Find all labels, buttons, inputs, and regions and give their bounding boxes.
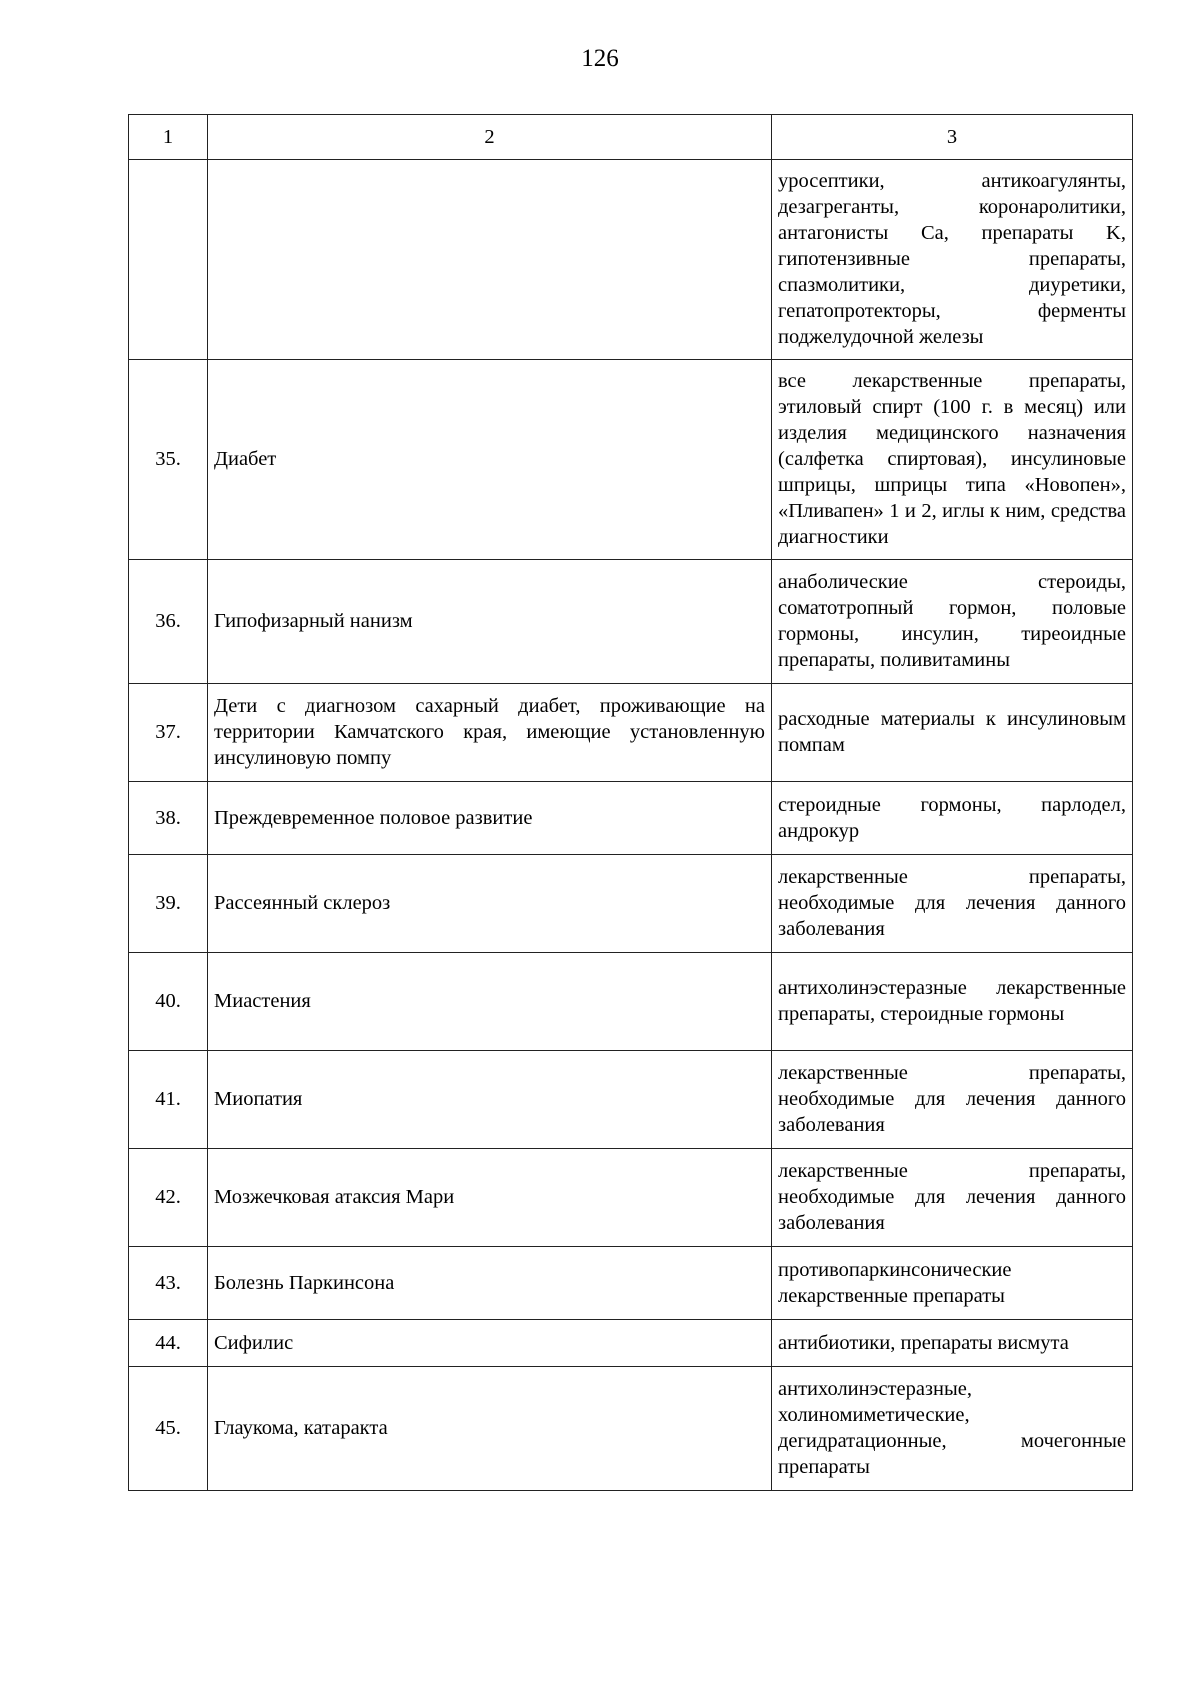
table-row xyxy=(129,855,1133,953)
row-number: 35. xyxy=(129,360,208,560)
table-row xyxy=(129,1149,1133,1247)
column-header-3: 3 xyxy=(772,115,1133,160)
drug-list: все лекарственные препараты, этиловый спирт (100 г. в месяц) или изделия медицинского назначения (салфетка спиртовая), инсулиновые шприцы, шприцы типа «Новопен», «Пливапен» 1 и 2, иглы к ним, средства диагностики xyxy=(772,360,1133,560)
disease-name: Сифилис xyxy=(208,1320,772,1367)
disease-name: Преждевременное половое развитие xyxy=(208,782,772,855)
disease-name xyxy=(208,160,772,360)
drug-list: лекарственные препараты, необходимые для лечения данного заболевания xyxy=(772,1149,1133,1247)
disease-name: Гипофизарный нанизм xyxy=(208,560,772,684)
table-row xyxy=(129,1051,1133,1149)
row-number: 45. xyxy=(129,1367,208,1491)
drug-list: антибиотики, препараты висмута xyxy=(772,1320,1133,1367)
table-row xyxy=(129,1247,1133,1320)
row-number: 38. xyxy=(129,782,208,855)
page-number: 126 xyxy=(581,45,619,72)
table-header-row xyxy=(129,115,1133,160)
disease-name: Глаукома, катаракта xyxy=(208,1367,772,1491)
row-number: 44. xyxy=(129,1320,208,1367)
table-row xyxy=(129,1367,1133,1491)
disease-name: Рассеянный склероз xyxy=(208,855,772,953)
row-number: 42. xyxy=(129,1149,208,1247)
row-number: 39. xyxy=(129,855,208,953)
column-header-1: 1 xyxy=(129,115,208,160)
drug-list: лекарственные препараты, необходимые для лечения данного заболевания xyxy=(772,855,1133,953)
table-row xyxy=(129,953,1133,1051)
drug-list: расходные материалы к инсулиновым помпам xyxy=(772,684,1133,782)
table-row xyxy=(129,782,1133,855)
drug-list: антихолинэстеразные, холиномиметические, дегидратационные, мочегонные препараты xyxy=(772,1367,1133,1491)
disease-name: Мозжечковая атаксия Мари xyxy=(208,1149,772,1247)
disease-name: Дети с диагнозом сахарный диабет, проживающие на территории Камчатского края, имеющие установленную инсулиновую помпу xyxy=(208,684,772,782)
table-row xyxy=(129,1320,1133,1367)
disease-name: Болезнь Паркинсона xyxy=(208,1247,772,1320)
disease-name: Миопатия xyxy=(208,1051,772,1149)
row-number: 43. xyxy=(129,1247,208,1320)
drug-list: лекарственные препараты, необходимые для лечения данного заболевания xyxy=(772,1051,1133,1149)
row-number: 41. xyxy=(129,1051,208,1149)
table-row xyxy=(129,160,1133,360)
disease-drug-table xyxy=(128,114,1133,1491)
row-number: 37. xyxy=(129,684,208,782)
row-number: 36. xyxy=(129,560,208,684)
table-row xyxy=(129,684,1133,782)
drug-list: анаболические стероиды, соматотропный гормон, половые гормоны, инсулин, тиреоидные препараты, поливитамины xyxy=(772,560,1133,684)
table-row xyxy=(129,360,1133,560)
drug-list: противопаркинсонические лекарственные препараты xyxy=(772,1247,1133,1320)
disease-name: Миастения xyxy=(208,953,772,1051)
table-row xyxy=(129,560,1133,684)
row-number: 40. xyxy=(129,953,208,1051)
disease-name: Диабет xyxy=(208,360,772,560)
row-number xyxy=(129,160,208,360)
drug-list: антихолинэстеразные лекарственные препараты, стероидные гормоны xyxy=(772,953,1133,1051)
column-header-2: 2 xyxy=(208,115,772,160)
drug-list: стероидные гормоны, парлодел, андрокур xyxy=(772,782,1133,855)
drug-list: уросептики, антикоагулянты, дезагреганты, коронаролитики, антагонисты Ca, препараты K, гипотензивные препараты, спазмолитики, диуретики, гепатопротекторы, ферменты поджелудочной железы xyxy=(772,160,1133,360)
